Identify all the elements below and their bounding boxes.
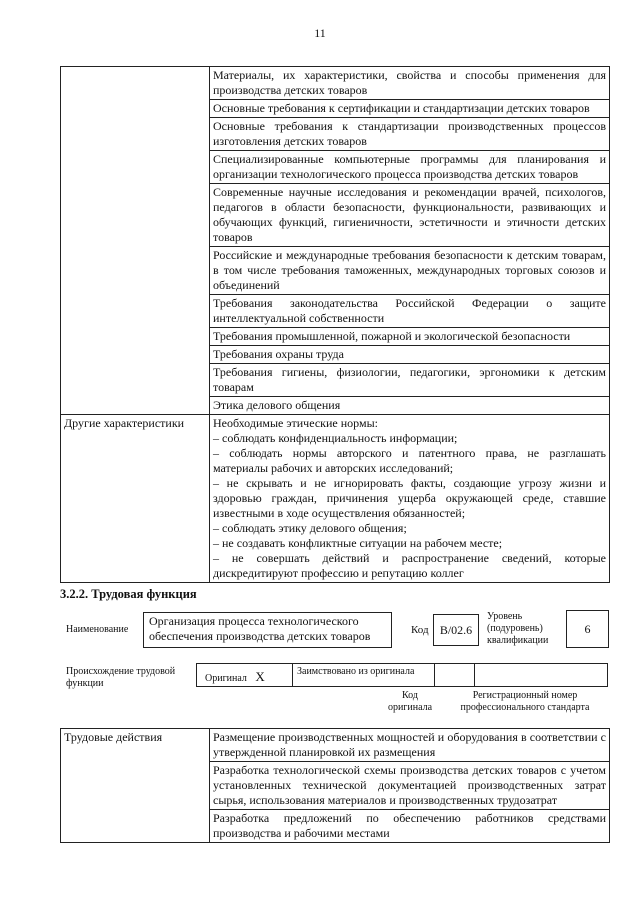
knowledge-item: Материалы, их характеристики, свойства и способы применения для производства детских товаров — [210, 67, 610, 100]
original-label: Оригинал — [205, 673, 247, 684]
function-code-box: B/02.6 — [433, 614, 479, 646]
reg-number-cell — [475, 664, 607, 686]
knowledge-item: Требования законодательства Российской Федерации о защите интеллектуальной собственности — [210, 295, 610, 328]
original-mark: X — [255, 669, 265, 684]
code-original-cell — [435, 664, 475, 686]
name-label: Наименование — [66, 624, 129, 635]
other-characteristics-label: Другие характеристики — [61, 415, 210, 583]
knowledge-item: Требования промышленной, пожарной и экологической безопасности — [210, 328, 610, 346]
knowledge-label-cell — [61, 67, 210, 415]
actions-table — [60, 728, 610, 843]
function-name-box: Организация процесса технологического обеспечения производства детских товаров — [143, 612, 392, 648]
ethics-line: – не создавать конфликтные ситуации на рабочем месте; — [213, 536, 503, 550]
knowledge-item: Российские и международные требования безопасности к детским товарам, в том числе требования таможенных, международных торговых союзов и объединений — [210, 247, 610, 295]
ethics-line: – не совершать действий и распространение сведений, которые дискредитируют профессию и репутацию коллег — [213, 551, 606, 580]
original-cell — [197, 664, 293, 686]
other-characteristics-content — [210, 415, 610, 583]
knowledge-item: Современные научные исследования и рекомендации врачей, психологов, педагогов в области безопасности, функциональности, развивающих и обучающих функций, гигиеничности, эстетичности и этичности детских товаров — [210, 184, 610, 247]
ethics-line: Необходимые этические нормы: — [213, 416, 378, 430]
knowledge-item: Основные требования к сертификации и стандартизации детских товаров — [210, 100, 610, 118]
action-item: Разработка предложений по обеспечению работников средствами производства и рабочими местами — [210, 810, 610, 843]
knowledge-item: Этика делового общения — [210, 397, 610, 415]
page-number: 11 — [314, 26, 326, 40]
ethics-line: – не скрывать и не игнорировать факты, создающие угрозу жизни и здоровью граждан, причинения ущерба окружающей среде, ставшие известными в ходе осуществления обязанностей; — [213, 476, 606, 520]
ethics-line: – соблюдать нормы авторского и патентного права, не разглашать материалы рабочих и авторских исследований; — [213, 446, 606, 475]
actions-label: Трудовые действия — [61, 729, 210, 843]
qualification-level-box: 6 — [566, 610, 609, 648]
action-item: Разработка технологической схемы производства детских товаров с учетом установленных технической документацией производственных затрат сырья, использования материалов и производственных трудозатрат — [210, 762, 610, 810]
code-label: Код — [411, 624, 429, 636]
knowledge-item: Требования гигиены, физиологии, педагогики, эргономики к детским товарам — [210, 364, 610, 397]
reg-number-label: Регистрационный номер профессионального стандарта — [460, 690, 590, 713]
knowledge-item: Основные требования к стандартизации производственных процессов изготовления детских товаров — [210, 118, 610, 151]
origin-row — [196, 663, 608, 687]
level-label: Уровень (подуровень) квалификации — [487, 611, 549, 646]
ethics-line: – соблюдать конфиденциальность информации; — [213, 431, 458, 445]
action-item: Размещение производственных мощностей и оборудования в соответствии с утвержденной планировкой их размещения — [210, 729, 610, 762]
borrowed-cell: Заимствовано из оригинала — [293, 664, 435, 686]
knowledge-item: Требования охраны труда — [210, 346, 610, 364]
section-heading: 3.2.2. Трудовая функция — [60, 587, 197, 601]
knowledge-table — [60, 66, 610, 583]
code-original-label: Код оригинала — [387, 690, 433, 713]
knowledge-item: Специализированные компьютерные программы для планирования и организации технологического процесса производства детских товаров — [210, 151, 610, 184]
ethics-line: – соблюдать этику делового общения; — [213, 521, 407, 535]
origin-label: Происхождение трудовой функции — [66, 666, 176, 689]
